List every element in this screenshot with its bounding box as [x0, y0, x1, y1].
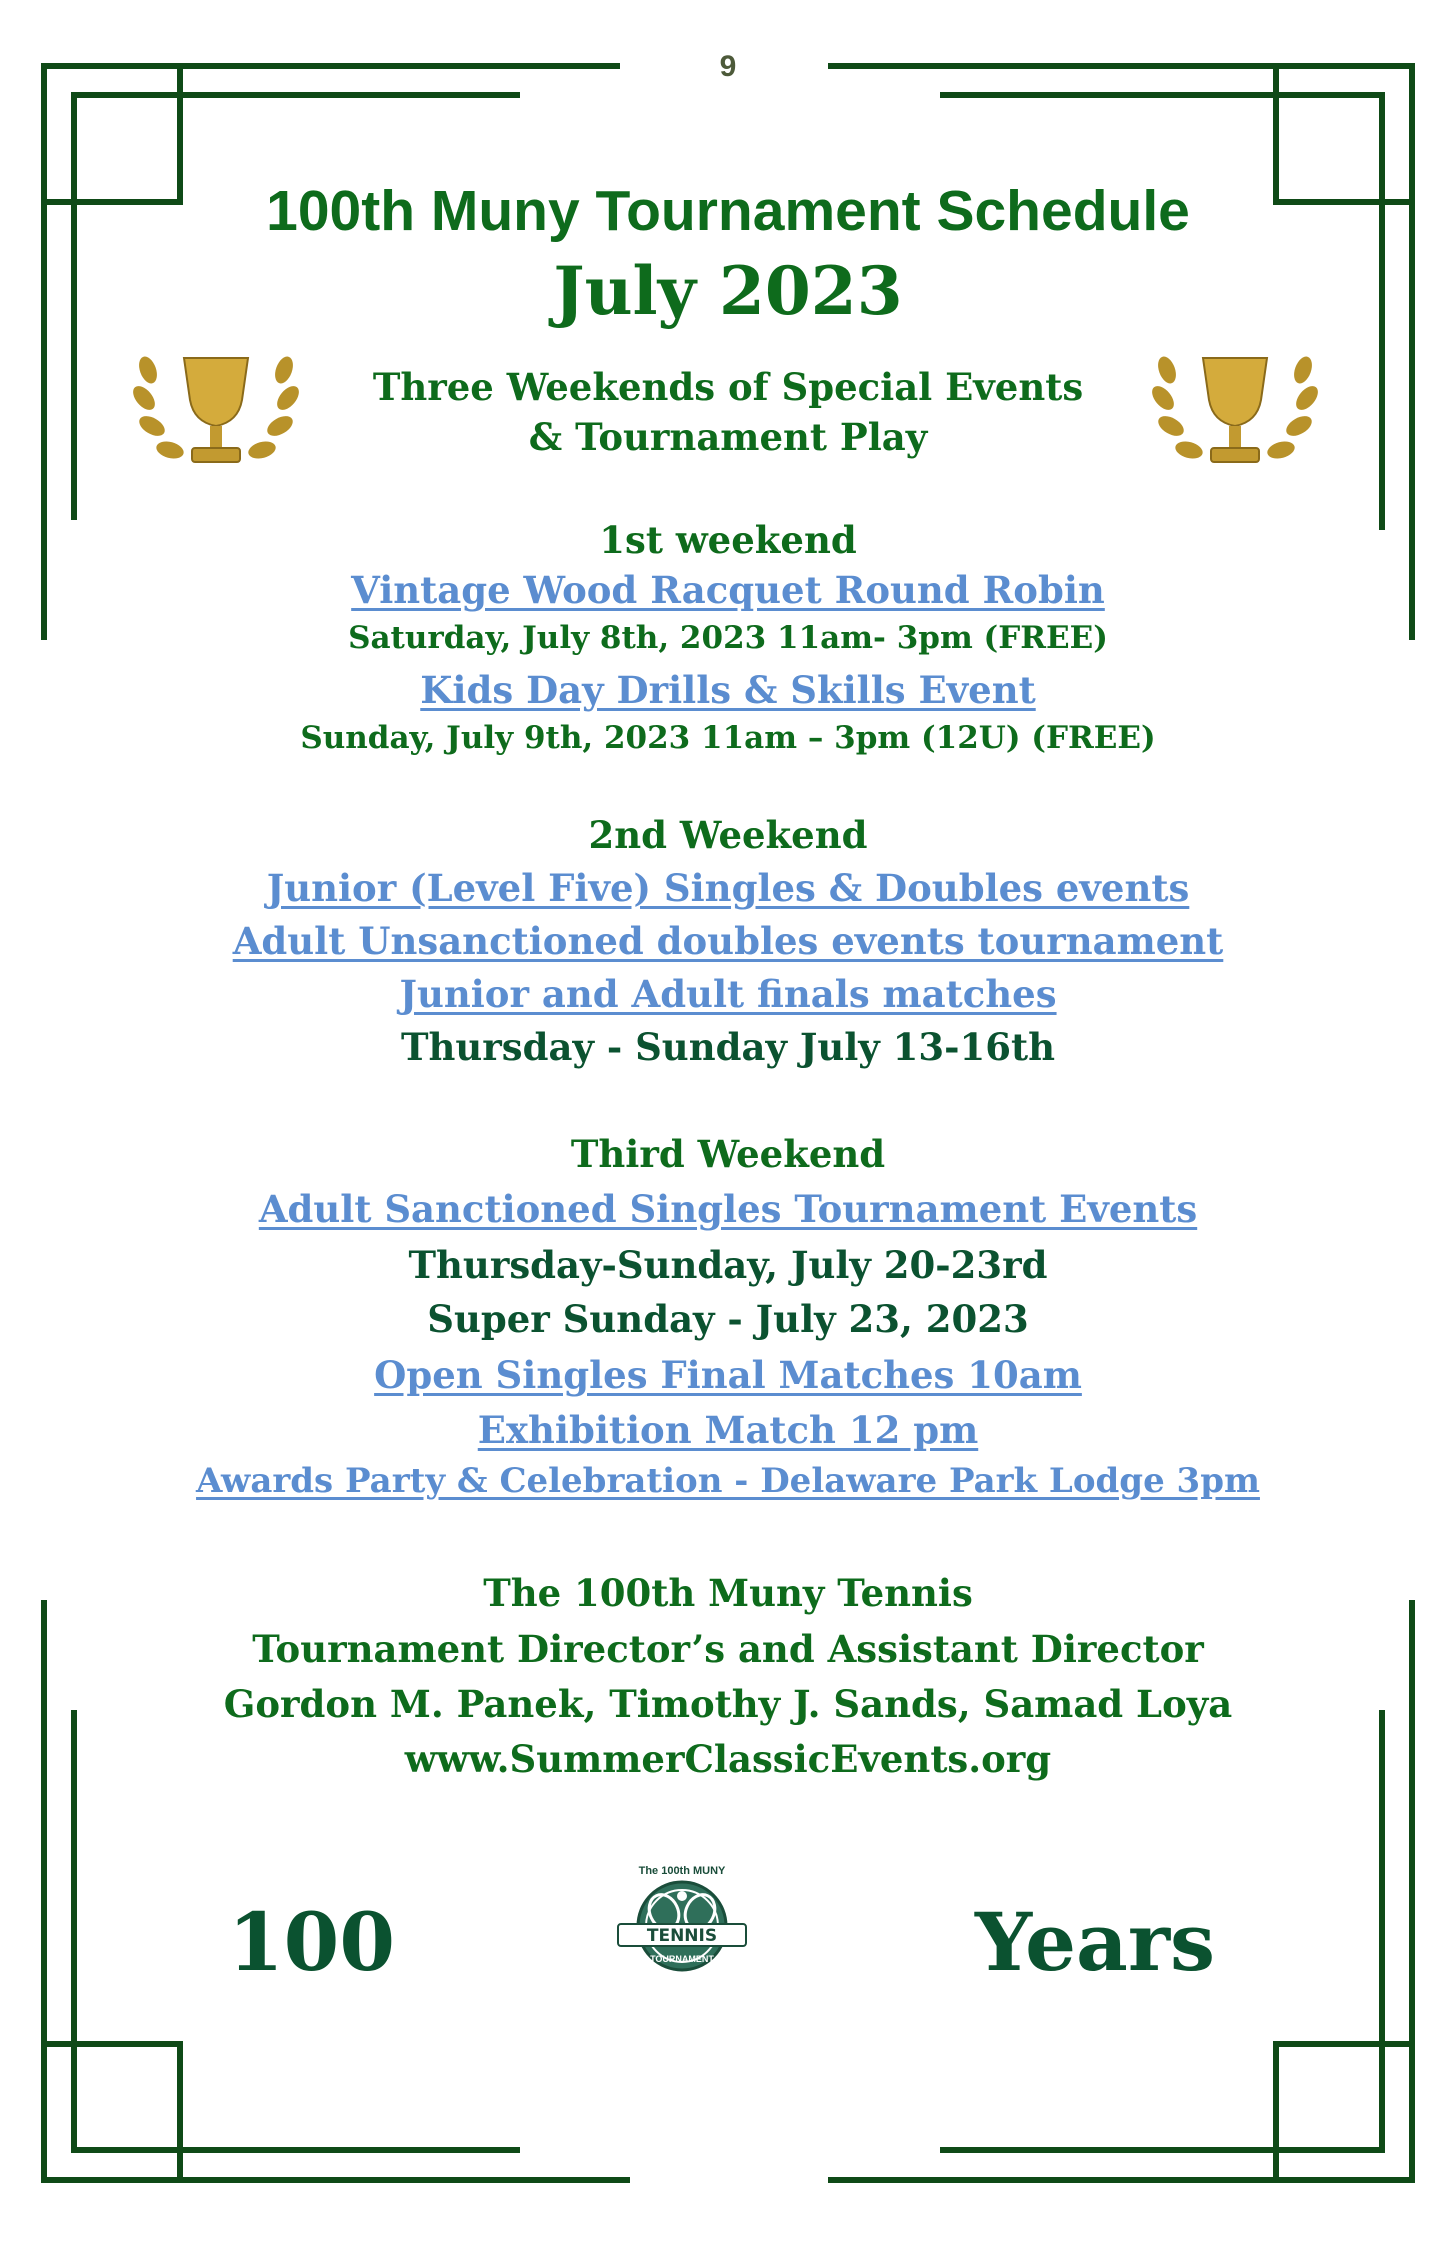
- super-sunday: Super Sunday - July 23, 2023: [427, 1297, 1029, 1341]
- weekend3-dates: Thursday-Sunday, July 20-23rd: [408, 1243, 1048, 1287]
- tagline-line-2: & Tournament Play: [528, 415, 928, 459]
- weekend1-heading: 1st weekend: [599, 518, 857, 562]
- logo-bottom-text: TOURNAMENT: [650, 1954, 714, 1964]
- awards-party-link[interactable]: Awards Party & Celebration - Delaware Park Lodge 3pm: [196, 1461, 1260, 1501]
- footer-years: Years: [975, 1895, 1216, 1989]
- weekend2-heading: 2nd Weekend: [588, 813, 868, 857]
- junior-events-link[interactable]: Junior (Level Five) Singles & Doubles events: [266, 866, 1190, 910]
- logo-top-text: The 100th MUNY: [638, 1865, 726, 1877]
- directors-names: Gordon M. Panek, Timothy J. Sands, Samad Loya: [223, 1682, 1233, 1726]
- weekend2-dates: Thursday - Sunday July 13-16th: [400, 1025, 1056, 1069]
- kids-day-link[interactable]: Kids Day Drills & Skills Event: [420, 668, 1036, 712]
- adult-unsanctioned-link[interactable]: Adult Unsanctioned doubles events tournament: [232, 919, 1224, 963]
- footer-100: 100: [228, 1895, 395, 1989]
- tennis-logo: [612, 1860, 752, 1990]
- vintage-round-robin-link[interactable]: Vintage Wood Racquet Round Robin: [351, 568, 1105, 612]
- exhibition-match-link[interactable]: Exhibition Match 12 pm: [477, 1408, 979, 1452]
- page-number: 9: [719, 50, 737, 83]
- finals-matches-link[interactable]: Junior and Adult finals matches: [399, 972, 1057, 1016]
- directors-line-2: Tournament Director’s and Assistant Director: [252, 1627, 1204, 1671]
- adult-sanctioned-link[interactable]: Adult Sanctioned Singles Tournament Events: [258, 1187, 1198, 1231]
- tagline-line-1: Three Weekends of Special Events: [372, 365, 1084, 409]
- directors-line-1: The 100th Muny Tennis: [483, 1571, 973, 1615]
- logo-main-text: TENNIS: [646, 1926, 718, 1946]
- weekend1-event2-time: Sunday, July 9th, 2023 11am – 3pm (12U) (FREE): [300, 720, 1156, 756]
- weekend1-event1-time: Saturday, July 8th, 2023 11am- 3pm (FREE): [348, 620, 1108, 656]
- website-link[interactable]: www.SummerClassicEvents.org: [404, 1737, 1052, 1781]
- open-singles-link[interactable]: Open Singles Final Matches 10am: [374, 1353, 1082, 1397]
- page-subtitle: July 2023: [553, 252, 903, 330]
- page-title: 100th Muny Tournament Schedule: [266, 179, 1190, 243]
- weekend3-heading: Third Weekend: [570, 1132, 886, 1176]
